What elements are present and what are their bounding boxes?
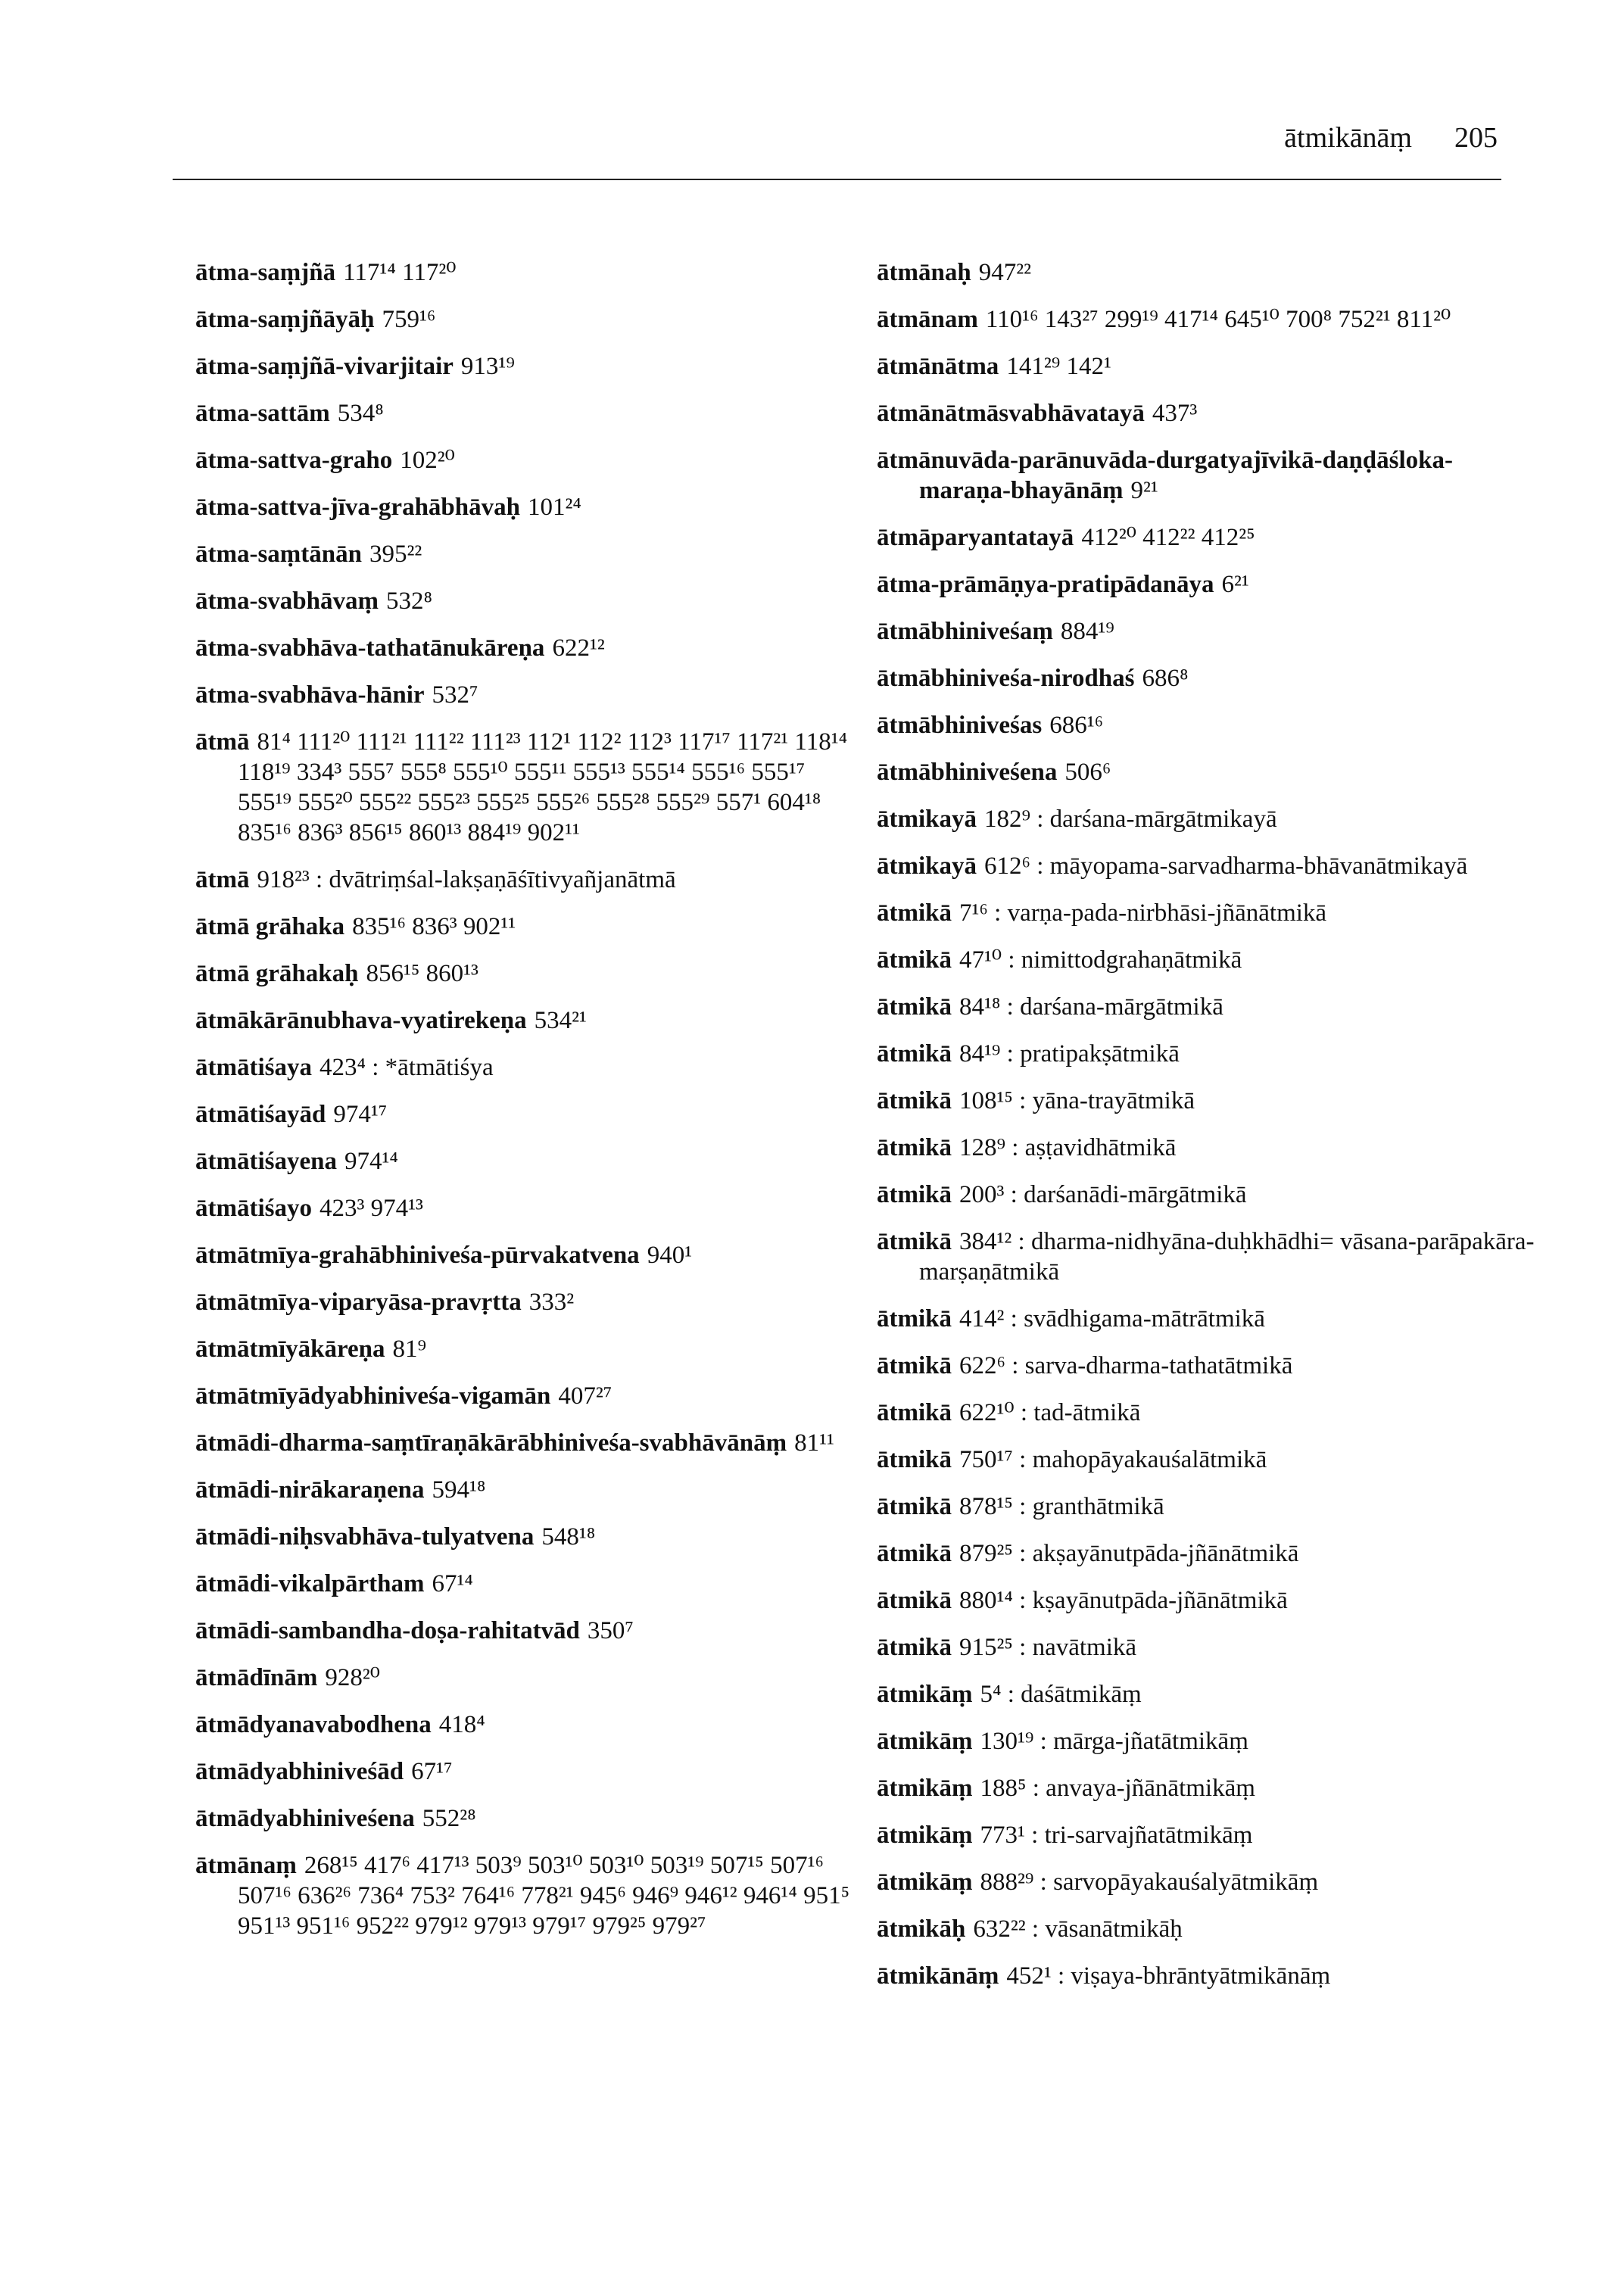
index-entry — [877, 569, 1543, 600]
entry-references: 750¹⁷ — [959, 1446, 1013, 1473]
entry-references: 110¹⁶ 143²⁷ 299¹⁹ 417¹⁴ 645¹⁰ 700⁸ 752²¹ 811²⁰ — [985, 306, 1451, 333]
header-word: ātmikānāṃ — [1284, 122, 1412, 154]
entry-headword: ātmikā — [877, 1540, 952, 1567]
index-entry — [195, 586, 862, 616]
entry-gloss: : mārga-jñatātmikāṃ — [1040, 1728, 1248, 1755]
entry-headword: ātmikā — [877, 1493, 952, 1520]
entry-headword: ātmikānāṃ — [877, 1962, 999, 1990]
entry-headword: ātmānaḥ — [877, 259, 971, 286]
index-entry — [877, 1398, 1543, 1428]
index-entry — [195, 1334, 862, 1364]
index-entry — [195, 1146, 862, 1177]
entry-headword: ātmikā — [877, 946, 952, 974]
entry-references: 974¹⁷ — [333, 1101, 388, 1128]
entry-gloss: : darśana-mārgātmikayā — [1036, 806, 1277, 833]
entry-headword: ātmātiśayena — [195, 1148, 337, 1175]
entry-references: 81⁹ — [392, 1336, 427, 1363]
entry-headword: ātmikā — [877, 1446, 952, 1473]
entry-gloss: : dharma-nidhyāna-duḥkhādhi= vāsana-parāpakāra-marṣaṇātmikā — [919, 1228, 1535, 1286]
index-entry — [877, 851, 1543, 881]
entry-headword: ātmābhiniveśena — [877, 759, 1058, 786]
entry-headword: ātmānaṃ — [195, 1852, 297, 1879]
entry-references: 622¹² — [552, 634, 605, 662]
entry-gloss: : pratipakṣātmikā — [1006, 1040, 1180, 1068]
entry-headword: ātmānam — [877, 306, 978, 333]
index-entry — [877, 1867, 1543, 1897]
entry-references: 423³ 974¹³ — [319, 1195, 423, 1222]
index-column-right — [877, 257, 1543, 2008]
entry-references: 622⁶ — [959, 1352, 1006, 1379]
entry-headword: ātmātiśayād — [195, 1101, 326, 1128]
entry-references: 612⁶ — [984, 852, 1031, 880]
index-entry — [195, 1756, 862, 1787]
entry-headword: ātmā grāhaka — [195, 913, 345, 940]
entry-headword: ātma-sattva-graho — [195, 447, 393, 474]
index-entry — [877, 757, 1543, 787]
index-entry — [877, 898, 1543, 928]
index-entry — [877, 1632, 1543, 1663]
entry-references: 108¹⁵ — [959, 1087, 1013, 1114]
index-entry — [877, 398, 1543, 429]
entry-headword: ātmikā — [877, 1587, 952, 1614]
entry-headword: ātma-saṃjñā — [195, 259, 336, 286]
entry-gloss: : granthātmikā — [1019, 1493, 1164, 1520]
entry-headword: ātmādi-niḥsvabhāva-tulyatvena — [195, 1523, 535, 1551]
index-entry — [195, 958, 862, 989]
entry-gloss: : darśanādi-mārgātmikā — [1010, 1181, 1247, 1208]
index-entry — [877, 1914, 1543, 1944]
entry-gloss: : viṣaya-bhrāntyātmikānāṃ — [1058, 1962, 1331, 1990]
entry-references: 452¹ — [1006, 1962, 1052, 1990]
entry-headword: ātma-svabhāva-tathatānukāreṇa — [195, 634, 545, 662]
entry-headword: ātmātmīya-viparyāsa-pravṛtta — [195, 1289, 522, 1316]
entry-references: 835¹⁶ 836³ 902¹¹ — [352, 913, 516, 940]
entry-headword: ātmābhiniveśas — [877, 712, 1043, 739]
entry-references: 81¹¹ — [794, 1429, 834, 1457]
entry-headword: ātmādi-nirākaraṇena — [195, 1476, 425, 1504]
index-entry — [877, 992, 1543, 1022]
entry-gloss: : yāna-trayātmikā — [1019, 1087, 1195, 1114]
entry-gloss: : anvaya-jñānātmikāṃ — [1032, 1775, 1255, 1802]
entry-references: 84¹⁹ — [959, 1040, 1001, 1068]
entry-references: 879²⁵ — [959, 1540, 1013, 1567]
entry-references: 7¹⁶ — [959, 899, 988, 927]
index-entry — [877, 1820, 1543, 1850]
index-entry — [877, 351, 1543, 382]
entry-references: 350⁷ — [587, 1617, 634, 1644]
entry-references: 102²⁰ — [400, 447, 455, 474]
entry-headword: ātmā — [195, 866, 250, 893]
index-entry — [195, 1099, 862, 1130]
index-entry — [195, 1569, 862, 1599]
entry-headword: ātmātiśaya — [195, 1054, 312, 1081]
entry-gloss: : mahopāyakauśalātmikā — [1019, 1446, 1267, 1473]
index-entry — [195, 727, 862, 848]
entry-headword: ātmikayā — [877, 806, 977, 833]
entry-headword: ātmātmīya-grahābhiniveśa-pūrvakatvena — [195, 1242, 640, 1269]
entry-references: 384¹² — [959, 1228, 1012, 1255]
entry-headword: ātmikāṃ — [877, 1681, 973, 1708]
entry-references: 880¹⁴ — [959, 1587, 1013, 1614]
index-column-left — [195, 257, 862, 1958]
entry-references: 915²⁵ — [959, 1634, 1013, 1661]
index-entry — [195, 1428, 862, 1458]
entry-headword: ātmādyanavabodhena — [195, 1711, 432, 1738]
entry-references: 268¹⁵ 417⁶ 417¹³ 503⁹ 503¹⁰ 503¹⁰ 503¹⁹ 507¹⁵ 507¹⁶ 507¹⁶ 636²⁶ 736⁴ 753² 764¹⁶ 778²¹ 945⁶ 946⁹ 946¹² 946¹⁴ 951⁵ 951¹³ 951¹⁶ 952²² 979¹² 979¹³ 979¹⁷ 979²⁵ 979²⁷ — [238, 1852, 850, 1940]
entry-references: 130¹⁹ — [980, 1728, 1034, 1755]
entry-headword: ātmikā — [877, 1305, 952, 1332]
index-entry — [195, 1381, 862, 1411]
entry-references: 913¹⁹ — [460, 353, 515, 380]
index-entry — [877, 445, 1543, 506]
entry-gloss: : vāsanātmikāḥ — [1031, 1915, 1183, 1943]
entry-headword: ātmā — [195, 728, 250, 756]
entry-headword: ātmātmīyākāreṇa — [195, 1336, 385, 1363]
index-entry — [195, 633, 862, 663]
entry-headword: ātmikā — [877, 1352, 952, 1379]
entry-references: 6²¹ — [1221, 571, 1249, 598]
index-entry — [195, 1193, 862, 1223]
index-entry — [195, 1616, 862, 1646]
entry-gloss: : tri-sarvajñatātmikāṃ — [1031, 1822, 1253, 1849]
index-entry — [195, 680, 862, 710]
entry-headword: ātma-svabhāvaṃ — [195, 588, 379, 615]
entry-headword: ātma-saṃjñāyāḥ — [195, 306, 375, 333]
entry-references: 686⁸ — [1142, 665, 1189, 692]
entry-headword: ātma-saṃjñā-vivarjitair — [195, 353, 454, 380]
index-entry — [877, 1445, 1543, 1475]
entry-references: 117¹⁴ 117²⁰ — [343, 259, 457, 286]
index-entry — [195, 398, 862, 429]
entry-references: 84¹⁸ — [959, 993, 1001, 1021]
entry-headword: ātma-sattām — [195, 400, 330, 427]
entry-references: 81⁴ 111²⁰ 111²¹ 111²² 111²³ 112¹ 112² 112³ 117¹⁷ 117²¹ 118¹⁴ 118¹⁹ 334³ 555⁷ 555⁸ 555¹⁰ 555¹¹ 555¹³ 555¹⁴ 555¹⁶ 555¹⁷ 555¹⁹ 555²⁰ 555²² 555²³ 555²⁵ 555²⁶ 555²⁸ 555²⁹ 557¹ 604¹⁸ 835¹⁶ 836³ 856¹⁵ 860¹³ 884¹⁹ 902¹¹ — [238, 728, 848, 846]
entry-headword: ātmātiśayo — [195, 1195, 312, 1222]
entry-references: 395²² — [369, 541, 422, 568]
entry-gloss: : aṣṭavidhātmikā — [1011, 1134, 1177, 1161]
entry-headword: ātmādi-vikalpārtham — [195, 1570, 425, 1597]
entry-references: 878¹⁵ — [959, 1493, 1013, 1520]
entry-references: 5⁴ — [980, 1681, 1002, 1708]
entry-headword: ātmikā — [877, 1181, 952, 1208]
entry-references: 534²¹ — [534, 1007, 587, 1034]
index-entry — [877, 1039, 1543, 1069]
index-entry — [195, 1522, 862, 1552]
entry-gloss: : sarvopāyakauśalyātmikāṃ — [1040, 1869, 1319, 1896]
entry-headword: ātma-saṃtānān — [195, 541, 362, 568]
entry-references: 182⁹ — [984, 806, 1031, 833]
entry-references: 622¹⁰ — [959, 1399, 1015, 1426]
index-entry — [877, 1538, 1543, 1569]
entry-headword: ātmikā — [877, 1228, 952, 1255]
entry-headword: ātmikāṃ — [877, 1869, 973, 1896]
entry-references: 759¹⁶ — [382, 306, 436, 333]
index-entry — [195, 1710, 862, 1740]
entry-references: 856¹⁵ 860¹³ — [366, 960, 478, 987]
entry-headword: ātmikā — [877, 1399, 952, 1426]
index-entry — [195, 1803, 862, 1834]
entry-headword: ātmikāṃ — [877, 1728, 973, 1755]
entry-references: 534⁸ — [337, 400, 384, 427]
entry-references: 407²⁷ — [558, 1382, 613, 1410]
index-entry — [877, 304, 1543, 335]
entry-gloss: : tad-ātmikā — [1020, 1399, 1141, 1426]
index-entry — [877, 1726, 1543, 1756]
index-entry — [195, 1240, 862, 1270]
index-entry — [195, 1475, 862, 1505]
entry-headword: ātmikā — [877, 1134, 952, 1161]
entry-gloss: : sarva-dharma-tathatātmikā — [1011, 1352, 1293, 1379]
entry-references: 9²¹ — [1130, 477, 1158, 504]
index-entry — [195, 912, 862, 942]
entry-references: 532⁸ — [386, 588, 433, 615]
entry-references: 928²⁰ — [325, 1664, 380, 1691]
index-entry — [195, 1663, 862, 1693]
entry-gloss: : nimittodgrahaṇātmikā — [1008, 946, 1242, 974]
index-entry — [877, 257, 1543, 288]
index-entry — [877, 1180, 1543, 1210]
index-entry — [877, 1226, 1543, 1287]
index-entry — [877, 1679, 1543, 1710]
index-entry — [195, 492, 862, 522]
entry-headword: ātmikā — [877, 1040, 952, 1068]
entry-headword: ātmābhiniveśa-nirodhaś — [877, 665, 1135, 692]
entry-headword: ātmikayā — [877, 852, 977, 880]
entry-headword: ātmikā — [877, 899, 952, 927]
entry-references: 188⁵ — [980, 1775, 1027, 1802]
index-entry — [877, 1304, 1543, 1334]
entry-headword: ātmā grāhakaḥ — [195, 960, 359, 987]
index-entry — [195, 257, 862, 288]
entry-references: 632²² — [973, 1915, 1026, 1943]
entry-headword: ātmikā — [877, 1087, 952, 1114]
entry-references: 884¹⁹ — [1060, 618, 1114, 645]
index-entry — [195, 539, 862, 569]
entry-headword: ātmāparyantatayā — [877, 524, 1074, 551]
entry-headword: ātmākārānubhava-vyatirekeṇa — [195, 1007, 527, 1034]
index-entry — [195, 304, 862, 335]
header-rule — [173, 179, 1501, 180]
entry-references: 532⁷ — [432, 681, 478, 709]
index-entry — [195, 351, 862, 382]
entry-references: 67¹⁷ — [411, 1758, 453, 1785]
entry-headword: ātmānātma — [877, 353, 999, 380]
entry-references: 594¹⁸ — [432, 1476, 486, 1504]
index-entry — [877, 1773, 1543, 1803]
index-entry — [877, 1086, 1543, 1116]
index-entry — [877, 522, 1543, 553]
index-entry — [877, 804, 1543, 834]
entry-references: 918²³ — [257, 866, 310, 893]
entry-references: 437³ — [1152, 400, 1198, 427]
running-header — [0, 121, 1498, 154]
index-entry — [195, 865, 862, 895]
index-entry — [877, 1351, 1543, 1381]
index-entry — [195, 1850, 862, 1941]
index-entry — [877, 1585, 1543, 1616]
index-entry — [877, 1133, 1543, 1163]
entry-gloss: : varṇa-pada-nirbhāsi-jñānātmikā — [994, 899, 1327, 927]
entry-references: 47¹⁰ — [959, 946, 1002, 974]
entry-gloss: : kṣayānutpāda-jñānātmikā — [1019, 1587, 1288, 1614]
entry-references: 141²⁹ 142¹ — [1006, 353, 1111, 380]
entry-gloss: : darśana-mārgātmikā — [1006, 993, 1223, 1021]
entry-headword: ātmādyabhiniveśena — [195, 1805, 415, 1832]
entry-headword: ātmānātmāsvabhāvatayā — [877, 400, 1145, 427]
entry-references: 974¹⁴ — [344, 1148, 398, 1175]
entry-headword: ātmādi-sambandha-doṣa-rahitatvād — [195, 1617, 580, 1644]
entry-references: 418⁴ — [438, 1711, 485, 1738]
entry-headword: ātmikā — [877, 993, 952, 1021]
entry-gloss: : dvātriṃśal-lakṣaṇāśītivyañjanātmā — [316, 866, 676, 893]
index-entry — [877, 710, 1543, 740]
entry-references: 333² — [528, 1289, 575, 1316]
entry-headword: ātmātmīyādyabhiniveśa-vigamān — [195, 1382, 551, 1410]
entry-headword: ātmābhiniveśaṃ — [877, 618, 1053, 645]
entry-references: 412²⁰ 412²² 412²⁵ — [1081, 524, 1255, 551]
entry-references: 552²⁸ — [422, 1805, 476, 1832]
entry-gloss: : māyopama-sarvadharma-bhāvanātmikayā — [1036, 852, 1468, 880]
entry-references: 888²⁹ — [980, 1869, 1034, 1896]
entry-headword: ātma-svabhāva-hānir — [195, 681, 425, 709]
index-entry — [877, 1961, 1543, 1991]
entry-headword: ātmikāṃ — [877, 1775, 973, 1802]
entry-headword: ātma-prāmāṇya-pratipādanāya — [877, 571, 1214, 598]
index-entry — [195, 1287, 862, 1317]
entry-headword: ātmikāḥ — [877, 1915, 966, 1943]
entry-gloss: : *ātmātiśya — [372, 1054, 494, 1081]
entry-references: 940¹ — [647, 1242, 693, 1269]
entry-references: 947²² — [978, 259, 1031, 286]
entry-headword: ātmādi-dharma-saṃtīraṇākārābhiniveśa-svabhāvānāṃ — [195, 1429, 787, 1457]
entry-headword: ātmādyabhiniveśād — [195, 1758, 404, 1785]
index-entry — [195, 1005, 862, 1036]
index-entry — [195, 445, 862, 475]
index-entry — [877, 1491, 1543, 1522]
entry-gloss: : akṣayānutpāda-jñānātmikā — [1019, 1540, 1299, 1567]
index-entry — [877, 663, 1543, 693]
entry-references: 548¹⁸ — [541, 1523, 596, 1551]
entry-references: 423⁴ — [319, 1054, 366, 1081]
entry-references: 686¹⁶ — [1049, 712, 1104, 739]
index-entry — [877, 616, 1543, 647]
entry-headword: ātmānuvāda-parānuvāda-durgatyajīvikā-daṇḍāśloka-maraṇa-bhayānāṃ — [877, 447, 1453, 504]
entry-gloss: : navātmikā — [1019, 1634, 1137, 1661]
page-number: 205 — [1454, 122, 1498, 154]
entry-references: 506⁶ — [1064, 759, 1111, 786]
entry-references: 200³ — [959, 1181, 1005, 1208]
entry-headword: ātma-sattva-jīva-grahābhāvaḥ — [195, 494, 520, 521]
index-entry — [877, 945, 1543, 975]
entry-references: 101²⁴ — [527, 494, 581, 521]
index-entry — [195, 1052, 862, 1083]
entry-gloss: : svādhigama-mātrātmikā — [1010, 1305, 1265, 1332]
entry-references: 67¹⁴ — [432, 1570, 473, 1597]
entry-headword: ātmikāṃ — [877, 1822, 973, 1849]
entry-gloss: : daśātmikāṃ — [1007, 1681, 1142, 1708]
entry-headword: ātmikā — [877, 1634, 952, 1661]
entry-references: 414² — [959, 1305, 1005, 1332]
entry-references: 128⁹ — [959, 1134, 1006, 1161]
entry-references: 773¹ — [980, 1822, 1025, 1849]
entry-headword: ātmādīnām — [195, 1664, 318, 1691]
